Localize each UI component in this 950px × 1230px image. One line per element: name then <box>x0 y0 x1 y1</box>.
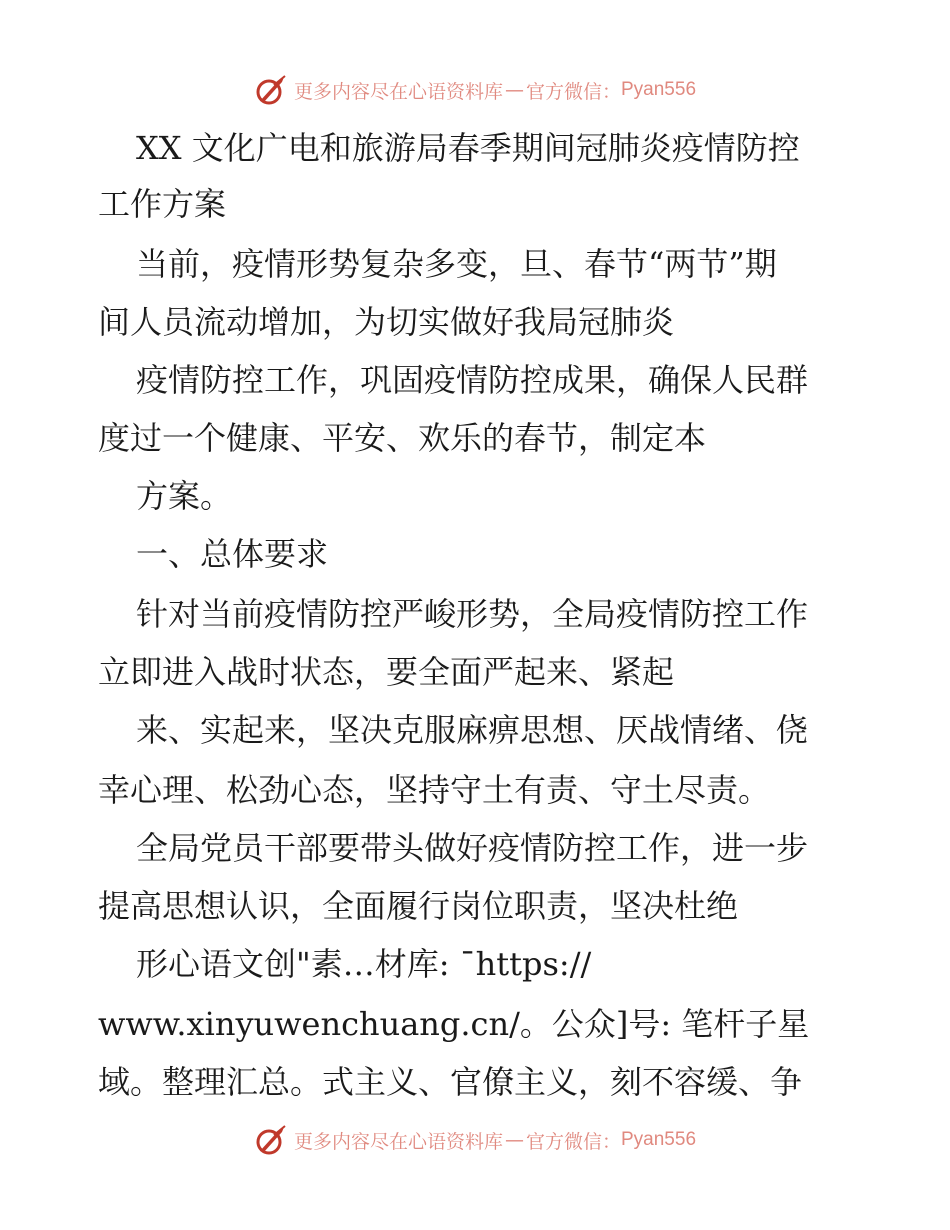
paragraph-line: 疫情防控工作，巩固疫情防控成果，确保人民群 <box>136 361 809 399</box>
document-title-line-1: XX 文化广电和旅游局春季期间冠肺炎疫情防控 <box>136 129 800 167</box>
banner-text: 更多内容尽在心语资料库 <box>293 1130 503 1153</box>
paragraph-line: 提高思想认识，全面履行岗位职责，坚决杜绝 <box>98 887 739 925</box>
paragraph-line-with-url: 形心语文创"素…材库: ¯https:// <box>136 945 592 983</box>
watermark-banner-bottom <box>0 1120 950 1160</box>
banner-separator: — <box>504 79 524 101</box>
document-title-line-2: 工作方案 <box>98 185 227 223</box>
paragraph-line: 全局党员干部要带头做好疫情防控工作，进一步 <box>136 829 809 867</box>
paragraph-line: 间人员流动增加，为切实做好我局冠肺炎 <box>98 303 675 341</box>
paragraph-line: 针对当前疫情防控严峻形势，全局疫情防控工作 <box>136 595 809 633</box>
paragraph-line: 度过一个健康、平安、欢乐的春节，制定本 <box>98 419 707 457</box>
banner-wechat-id: Pyan556 <box>621 79 697 100</box>
paragraph-line: 立即进入战时状态，要全面严起来、紧起 <box>98 653 675 691</box>
banner-wechat-label: 官方微信： <box>525 1130 621 1153</box>
paragraph-line: 方案。 <box>136 477 233 515</box>
banner-wechat-id: Pyan556 <box>621 1129 697 1150</box>
banner-wechat-label: 官方微信： <box>525 80 621 103</box>
paragraph-line: 来、实起来，坚决克服麻痹思想、厌战情绪、侥 <box>136 711 809 749</box>
banner-text: 更多内容尽在心语资料库 <box>293 80 503 103</box>
paragraph-line: 当前，疫情形势复杂多变，旦、春节“两节”期 <box>136 245 777 283</box>
paragraph-line-with-url: www.xinyuwenchuang.cn/。公众]号: 笔杆子星 <box>98 1005 810 1043</box>
banner-separator: — <box>504 1129 524 1151</box>
section-heading: 一、总体要求 <box>136 535 329 573</box>
paragraph-line: 幸心理、松劲心态，坚持守土有责、守土尽责。 <box>98 771 771 809</box>
paragraph-line: 域。整理汇总。式主义、官僚主义，刻不容缓、争 <box>98 1063 803 1101</box>
quill-logo-icon <box>254 1123 288 1157</box>
